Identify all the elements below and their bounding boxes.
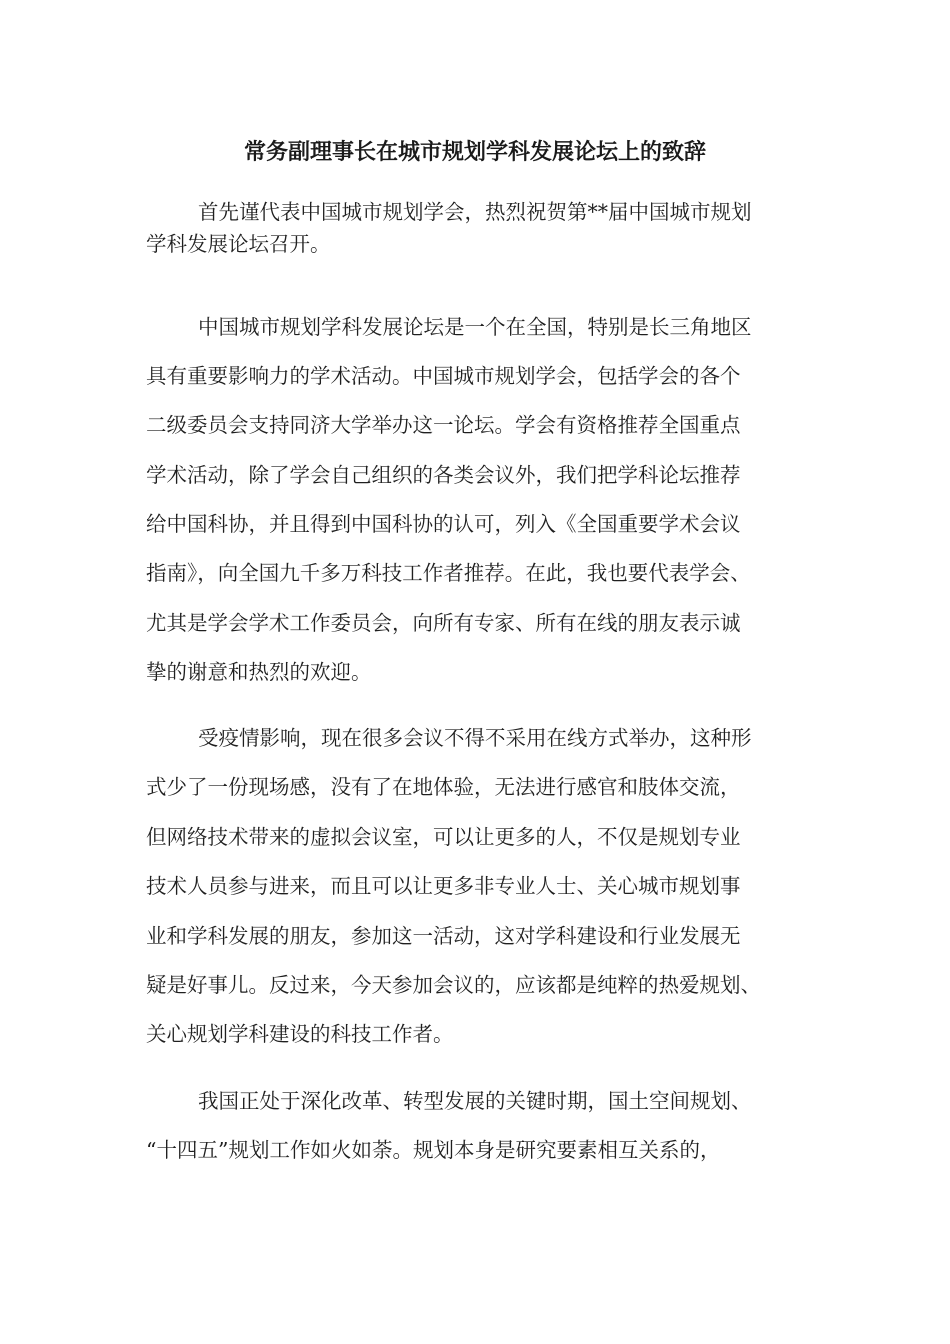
text-line: 技术人员参与进来，而且可以让更多非专业人士、关心城市规划事 [146, 874, 741, 898]
text-line: 我国正处于深化改革、转型发展的关键时期，国土空间规划、 [198, 1089, 752, 1113]
text-line: 挚的谢意和热烈的欢迎。 [146, 660, 372, 684]
text-line: 疑是好事儿。反过来，今天参加会议的，应该都是纯粹的热爱规划、 [146, 973, 761, 997]
text-line: 学科发展论坛召开。 [146, 232, 331, 256]
text-line: 给中国科协，并且得到中国科协的认可，列入《全国重要学术会议 [146, 512, 741, 536]
text-line: “十四五”规划工作如火如荼。规划本身是研究要素相互关系的， [146, 1138, 721, 1162]
text-line: 中国城市规划学科发展论坛是一个在全国，特别是长三角地区 [198, 315, 752, 339]
text-line: 首先谨代表中国城市规划学会，热烈祝贺第**届中国城市规划 [198, 200, 752, 224]
text-line: 业和学科发展的朋友，参加这一活动，这对学科建设和行业发展无 [146, 924, 741, 948]
text-line: 学术活动，除了学会自己组织的各类会议外，我们把学科论坛推荐 [146, 463, 741, 487]
text-line: 但网络技术带来的虚拟会议室，可以让更多的人，不仅是规划专业 [146, 825, 741, 849]
text-line: 指南》，向全国九千多万科技工作者推荐。在此，我也要代表学会、 [146, 561, 751, 585]
text-line: 尤其是学会学术工作委员会，向所有专家、所有在线的朋友表示诚 [146, 611, 741, 635]
text-line: 具有重要影响力的学术活动。中国城市规划学会，包括学会的各个 [146, 364, 741, 388]
text-line: 式少了一份现场感，没有了在地体验，无法进行感官和肢体交流， [146, 775, 741, 799]
document-title: 常务副理事长在城市规划学科发展论坛上的致辞 [243, 139, 706, 165]
text-line: 二级委员会支持同济大学举办这一论坛。学会有资格推荐全国重点 [146, 413, 741, 437]
text-line: 关心规划学科建设的科技工作者。 [146, 1022, 454, 1046]
text-line: 受疫情影响，现在很多会议不得不采用在线方式举办，这种形 [198, 726, 752, 750]
